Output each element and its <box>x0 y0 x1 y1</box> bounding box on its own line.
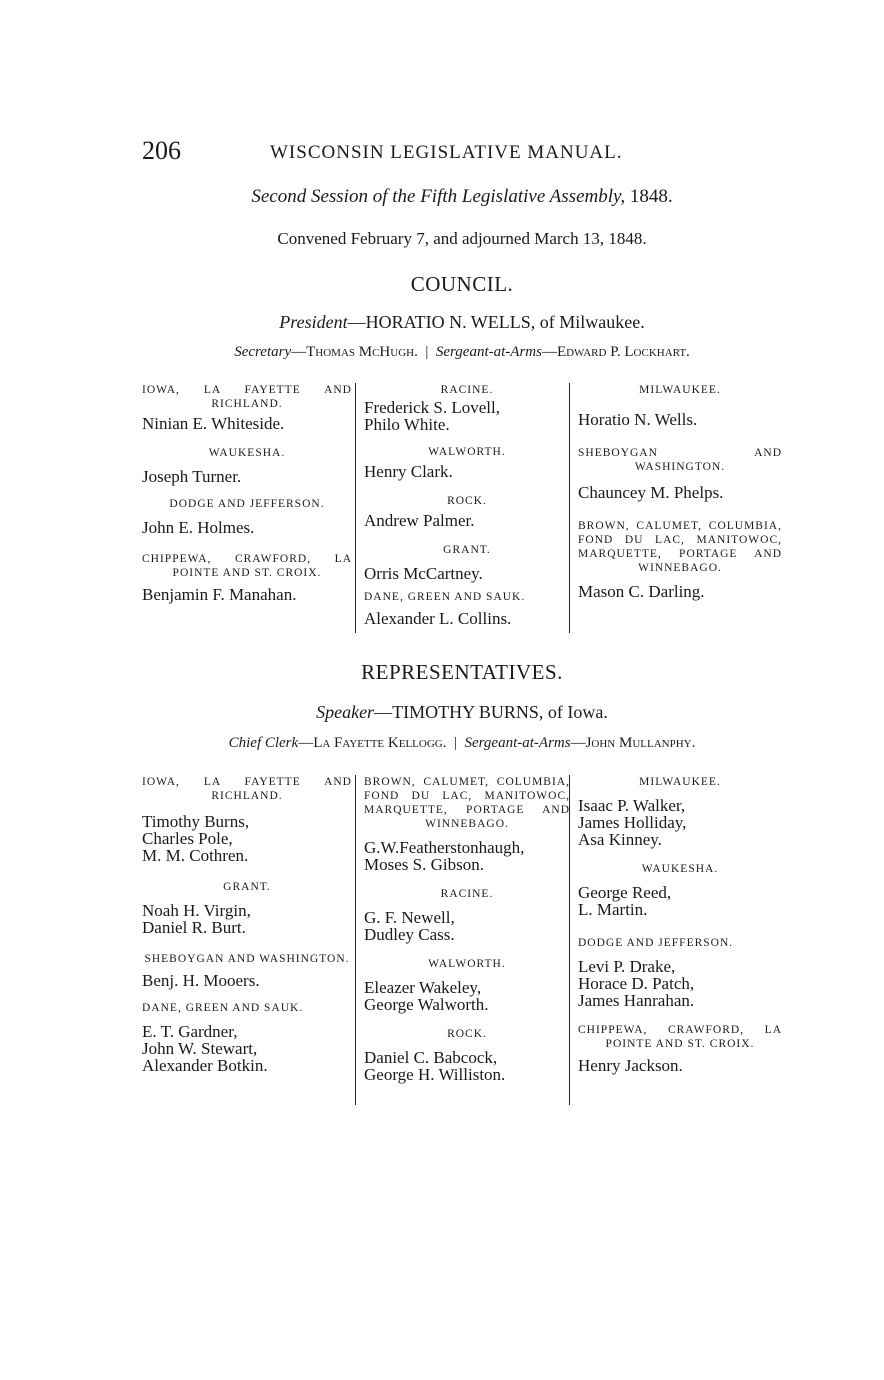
member-name: E. T. Gardner, <box>142 1022 238 1041</box>
member-name: M. M. Cothren. <box>142 846 249 865</box>
speaker-title: Speaker <box>316 702 375 722</box>
member-list <box>364 839 570 873</box>
member-list <box>364 399 570 433</box>
district-block <box>364 590 570 627</box>
member-name: Daniel C. Babcock, <box>364 1048 498 1067</box>
member-list <box>578 884 782 918</box>
district-name: CHIPPEWA, CRAWFORD, LA POINTE AND ST. CROIX. <box>578 1024 782 1050</box>
representatives-members-table <box>142 775 782 1105</box>
secretary-name: —Thomas McHugh. <box>291 344 418 360</box>
district-name: MILWAUKEE. <box>639 384 721 396</box>
member-name: Alexander L. Collins. <box>364 609 512 628</box>
member-name: Alexander Botkin. <box>142 1056 268 1075</box>
district-block <box>364 887 570 943</box>
member-name: Benjamin F. Manahan. <box>142 585 297 604</box>
district-name: GRANT. <box>443 544 491 556</box>
member-list <box>142 415 352 432</box>
district-name: IOWA, LA FAYETTE AND RICHLAND. <box>142 384 352 410</box>
member-list <box>142 586 352 603</box>
member-name: G. F. Newell, <box>364 908 455 927</box>
district-block <box>578 936 782 1009</box>
member-list <box>578 958 782 1009</box>
district-name: IOWA, LA FAYETTE AND RICHLAND. <box>142 776 352 802</box>
district-block <box>364 775 570 873</box>
council-officers <box>142 344 782 361</box>
member-name: Philo White. <box>364 415 450 434</box>
sergeant-name: —Edward P. Lockhart. <box>541 344 690 360</box>
council-heading: COUNCIL. <box>410 272 514 296</box>
member-name: James Hanrahan. <box>578 991 695 1010</box>
column-divider <box>355 775 356 1105</box>
district-name: RACINE. <box>440 888 494 900</box>
clerk-title: Chief Clerk <box>228 735 299 751</box>
member-list <box>578 797 782 848</box>
district-name: SHEBOYGAN AND WASHINGTON. <box>578 447 782 473</box>
council-members-table <box>142 383 782 633</box>
district-name: BROWN, CALUMET, COLUMBIA, FOND DU LAC, MANITOWOC, MARQUETTE, PORTAGE AND WINNEBAGO. <box>364 776 570 830</box>
president-name: —HORATIO N. WELLS, of Milwaukee. <box>347 312 645 332</box>
district-name: BROWN, CALUMET, COLUMBIA, FOND DU LAC, MANITOWOC, MARQUETTE, PORTAGE AND WINNEBAGO. <box>578 520 782 574</box>
district-name: CHIPPEWA, CRAWFORD, LA POINTE AND ST. CROIX. <box>142 553 352 579</box>
assembly-speaker <box>142 702 782 723</box>
member-name: Dudley Cass. <box>364 925 455 944</box>
member-list <box>364 565 570 582</box>
district-block <box>364 957 570 1013</box>
member-name: Frederick S. Lovell, <box>364 398 500 417</box>
member-name: Timothy Burns, <box>142 812 250 831</box>
district-name: DANE, GREEN AND SAUK. <box>142 1002 304 1014</box>
column-divider <box>355 383 356 633</box>
member-name: Moses S. Gibson. <box>364 855 484 874</box>
member-name: Henry Clark. <box>364 462 453 481</box>
reps-column-3 <box>578 775 782 1105</box>
district-name: WAUKESHA. <box>641 863 719 875</box>
assembly-officers <box>142 735 782 752</box>
district-block <box>578 1023 782 1074</box>
member-name: Joseph Turner. <box>142 467 242 486</box>
council-column-3 <box>578 383 782 633</box>
district-block <box>142 383 352 432</box>
district-block <box>142 952 352 989</box>
member-name: John W. Stewart, <box>142 1039 258 1058</box>
district-name: WALWORTH. <box>428 446 506 458</box>
member-list <box>142 468 352 485</box>
member-name: Chauncey M. Phelps. <box>578 483 724 502</box>
member-name: Daniel R. Burt. <box>142 918 246 937</box>
session-title-italic: Second Session of the Fifth Legislative Assembly, <box>251 186 626 207</box>
member-name: Levi P. Drake, <box>578 957 676 976</box>
member-name: Ninian E. Whiteside. <box>142 414 285 433</box>
district-block <box>578 775 782 848</box>
council-column-1 <box>142 383 352 633</box>
district-block <box>142 1001 352 1074</box>
member-name: Benj. H. Mooers. <box>142 971 260 990</box>
officer-separator: | <box>425 344 429 360</box>
member-name: Charles Pole, <box>142 829 233 848</box>
district-name: ROCK. <box>447 1028 487 1040</box>
district-block <box>364 445 570 480</box>
district-block <box>142 446 352 485</box>
member-list <box>364 909 570 943</box>
district-name: DODGE AND JEFFERSON. <box>578 937 734 949</box>
sergeant-title: Sergeant-at-Arms <box>435 344 542 360</box>
member-list <box>142 519 352 536</box>
district-name: WAUKESHA. <box>208 447 286 459</box>
member-name: George Reed, <box>578 883 672 902</box>
member-list <box>364 1049 570 1083</box>
district-name: RACINE. <box>440 384 494 396</box>
convened-line: Convened February 7, and adjourned March 13, 1848. <box>277 229 647 248</box>
member-name: Asa Kinney. <box>578 830 662 849</box>
sergeant-name: —John Mullanphy. <box>570 735 696 751</box>
district-block <box>364 543 570 582</box>
secretary-title: Secretary <box>234 344 292 360</box>
district-name: ROCK. <box>447 495 487 507</box>
member-list <box>578 583 782 600</box>
member-name: Noah H. Virgin, <box>142 901 251 920</box>
session-year: 1848. <box>629 186 673 207</box>
member-name: Henry Jackson. <box>578 1056 683 1075</box>
member-list <box>142 813 352 864</box>
member-list <box>364 610 570 627</box>
district-name: MILWAUKEE. <box>639 776 721 788</box>
member-list <box>142 1023 352 1074</box>
representatives-heading: REPRESENTATIVES. <box>361 660 563 684</box>
member-list <box>142 972 352 989</box>
member-list <box>142 902 352 936</box>
district-block <box>364 383 570 433</box>
officer-separator: | <box>453 735 457 751</box>
member-list <box>364 979 570 1013</box>
member-name: James Holliday, <box>578 813 687 832</box>
district-block <box>364 494 570 529</box>
member-list <box>364 512 570 529</box>
district-name: SHEBOYGAN AND WASHINGTON. <box>144 953 350 965</box>
member-list <box>364 463 570 480</box>
member-name: George H. Williston. <box>364 1065 506 1084</box>
district-block <box>578 519 782 600</box>
district-name: WALWORTH. <box>428 958 506 970</box>
district-block <box>142 775 352 864</box>
district-block <box>142 552 352 603</box>
reps-column-1 <box>142 775 352 1105</box>
district-name: DODGE AND JEFFERSON. <box>169 498 325 510</box>
member-name: George Walworth. <box>364 995 489 1014</box>
district-block <box>364 1027 570 1083</box>
member-name: Andrew Palmer. <box>364 511 475 530</box>
member-name: Horatio N. Wells. <box>578 410 698 429</box>
member-name: Isaac P. Walker, <box>578 796 686 815</box>
district-block <box>578 383 782 428</box>
president-title: President <box>279 312 348 332</box>
member-name: Horace D. Patch, <box>578 974 695 993</box>
speaker-name: —TIMOTHY BURNS, of Iowa. <box>374 702 608 722</box>
council-president <box>142 312 782 333</box>
member-name: L. Martin. <box>578 900 648 919</box>
district-block <box>142 497 352 536</box>
district-block <box>578 446 782 501</box>
district-block <box>142 880 352 936</box>
member-list <box>578 411 782 428</box>
sergeant-title: Sergeant-at-Arms <box>464 735 571 751</box>
district-name: DANE, GREEN AND SAUK. <box>364 591 526 603</box>
member-name: John E. Holmes. <box>142 518 255 537</box>
page-number: 206 <box>142 136 181 165</box>
member-name: Mason C. Darling. <box>578 582 705 601</box>
member-list <box>578 484 782 501</box>
page-header <box>142 136 782 170</box>
clerk-name: —La Fayette Kellogg. <box>298 735 447 751</box>
reps-column-2 <box>364 775 570 1105</box>
council-column-2 <box>364 383 570 633</box>
district-name: GRANT. <box>223 881 271 893</box>
member-name: Eleazer Wakeley, <box>364 978 482 997</box>
running-head: WISCONSIN LEGISLATIVE MANUAL. <box>270 142 623 163</box>
member-name: G.W.Featherstonhaugh, <box>364 838 525 857</box>
session-title <box>142 186 782 208</box>
member-list <box>578 1057 782 1074</box>
district-block <box>578 862 782 918</box>
member-name: Orris McCartney. <box>364 564 483 583</box>
